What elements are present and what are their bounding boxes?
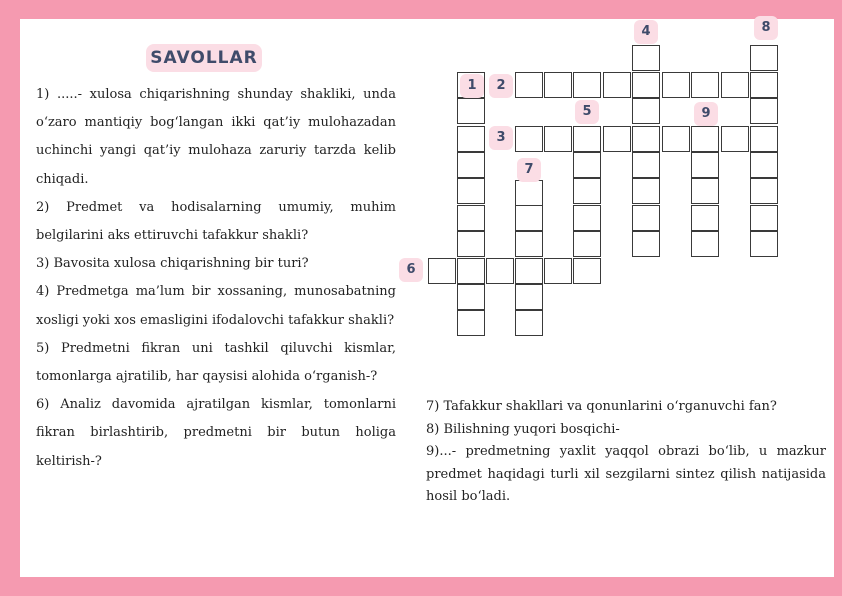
clue-number-2: 2 bbox=[489, 74, 513, 98]
question-7: 7) Tafakkur shakllari va qonunlarini o‘rganuvchi fan? bbox=[426, 399, 777, 414]
crossword-cell[interactable] bbox=[515, 126, 543, 152]
crossword-cell[interactable] bbox=[662, 126, 690, 152]
crossword-cell[interactable] bbox=[428, 258, 456, 284]
crossword-cell[interactable] bbox=[573, 258, 601, 284]
question-5: 5) Predmetni fikran uni tashkil qiluvchi kismlar, tomonlarga ajratilib, har qaysisi alohida o‘rganish-? bbox=[36, 340, 396, 385]
crossword-cell[interactable] bbox=[457, 310, 485, 336]
crossword-cell[interactable] bbox=[603, 72, 631, 98]
clue-number-4: 4 bbox=[634, 20, 658, 44]
page-title: SAVOLLAR bbox=[146, 44, 262, 72]
crossword-cell[interactable] bbox=[632, 178, 660, 204]
crossword-cell[interactable] bbox=[457, 126, 485, 152]
clue-number-7: 7 bbox=[517, 158, 541, 182]
crossword-cell[interactable] bbox=[573, 231, 601, 257]
question-2: 2) Predmet va hodisalarning umumiy, muhim belgilarini aks ettiruvchi tafakkur shakli? bbox=[36, 199, 396, 244]
crossword-cell[interactable] bbox=[573, 205, 601, 231]
crossword-cell[interactable] bbox=[632, 231, 660, 257]
crossword-cell[interactable] bbox=[691, 231, 719, 257]
question-4: 4) Predmetga ma’lum bir xossaning, munosabatning xosligi yoki xos emasligini ifodalovchi tafakkur shakli? bbox=[36, 284, 396, 328]
crossword-cell[interactable] bbox=[544, 258, 572, 284]
crossword-cell[interactable] bbox=[603, 126, 631, 152]
crossword-cell[interactable] bbox=[573, 72, 601, 98]
crossword-cell[interactable] bbox=[750, 178, 778, 204]
crossword-cell[interactable] bbox=[691, 126, 719, 152]
crossword-cell[interactable] bbox=[457, 98, 485, 124]
question-6: 6) Analiz davomida ajratilgan kismlar, tomonlarni fikran birlashtirib, predmetni bir butun holiga keltirish-? bbox=[36, 397, 396, 469]
questions-left bbox=[36, 81, 396, 476]
question-9: 9)...- predmetning yaxlit yaqqol obrazi bo‘lib, u mazkur predmet haqidagi turli xil sezgilarni sintez qilish natijasida hosil bo‘ladi. bbox=[426, 444, 826, 504]
crossword-cell[interactable] bbox=[750, 231, 778, 257]
crossword-cell[interactable] bbox=[515, 258, 543, 284]
crossword-cell[interactable] bbox=[573, 126, 601, 152]
crossword-cell[interactable] bbox=[750, 72, 778, 98]
crossword-cell[interactable] bbox=[573, 152, 601, 178]
questions-right bbox=[426, 396, 826, 509]
clue-number-9: 9 bbox=[694, 102, 718, 126]
crossword-cell[interactable] bbox=[691, 178, 719, 204]
crossword-cell[interactable] bbox=[721, 72, 749, 98]
clue-number-3: 3 bbox=[489, 126, 513, 150]
crossword-cell[interactable] bbox=[691, 152, 719, 178]
crossword-cell[interactable] bbox=[691, 205, 719, 231]
crossword-cell[interactable] bbox=[750, 45, 778, 71]
crossword-cell[interactable] bbox=[573, 178, 601, 204]
crossword-cell[interactable] bbox=[632, 126, 660, 152]
clue-number-1: 1 bbox=[460, 74, 484, 98]
crossword-cell[interactable] bbox=[457, 258, 485, 284]
crossword-cell[interactable] bbox=[632, 72, 660, 98]
crossword-cell[interactable] bbox=[544, 72, 572, 98]
crossword-cell[interactable] bbox=[691, 72, 719, 98]
crossword-cell[interactable] bbox=[632, 205, 660, 231]
crossword-cell[interactable] bbox=[515, 72, 543, 98]
crossword-cell[interactable] bbox=[457, 284, 485, 310]
crossword-cell[interactable] bbox=[457, 205, 485, 231]
clue-number-5: 5 bbox=[575, 100, 599, 124]
crossword-cell[interactable] bbox=[662, 72, 690, 98]
question-3: 3) Bavosita xulosa chiqarishning bir turi? bbox=[36, 256, 309, 272]
question-8: 8) Bilishning yuqori bosqichi- bbox=[426, 421, 620, 437]
crossword-cell[interactable] bbox=[457, 178, 485, 204]
crossword-cell[interactable] bbox=[457, 231, 485, 257]
clue-number-8: 8 bbox=[754, 16, 778, 40]
crossword-cell[interactable] bbox=[515, 180, 543, 206]
crossword-cell[interactable] bbox=[750, 98, 778, 124]
crossword-cell[interactable] bbox=[750, 126, 778, 152]
crossword-cell[interactable] bbox=[515, 231, 543, 257]
crossword-cell[interactable] bbox=[515, 284, 543, 310]
crossword-cell[interactable] bbox=[750, 205, 778, 231]
crossword-cell[interactable] bbox=[750, 152, 778, 178]
crossword-cell[interactable] bbox=[632, 45, 660, 71]
crossword-cell[interactable] bbox=[515, 205, 543, 231]
crossword-cell[interactable] bbox=[721, 126, 749, 152]
question-1: 1) .....- xulosa chiqarishning shunday shakliki, unda o‘zaro mantiqiy bog‘langan ikki qat’iy mulohazadan uchinchi yangi qat’iy mulohaza zaruriy tarzda kelib chiqadi. bbox=[36, 87, 396, 187]
crossword-cell[interactable] bbox=[515, 310, 543, 336]
crossword-cell[interactable] bbox=[632, 152, 660, 178]
crossword-cell[interactable] bbox=[486, 258, 514, 284]
crossword-cell[interactable] bbox=[544, 126, 572, 152]
clue-number-6: 6 bbox=[399, 258, 423, 282]
crossword-cell[interactable] bbox=[632, 98, 660, 124]
crossword-cell[interactable] bbox=[457, 152, 485, 178]
